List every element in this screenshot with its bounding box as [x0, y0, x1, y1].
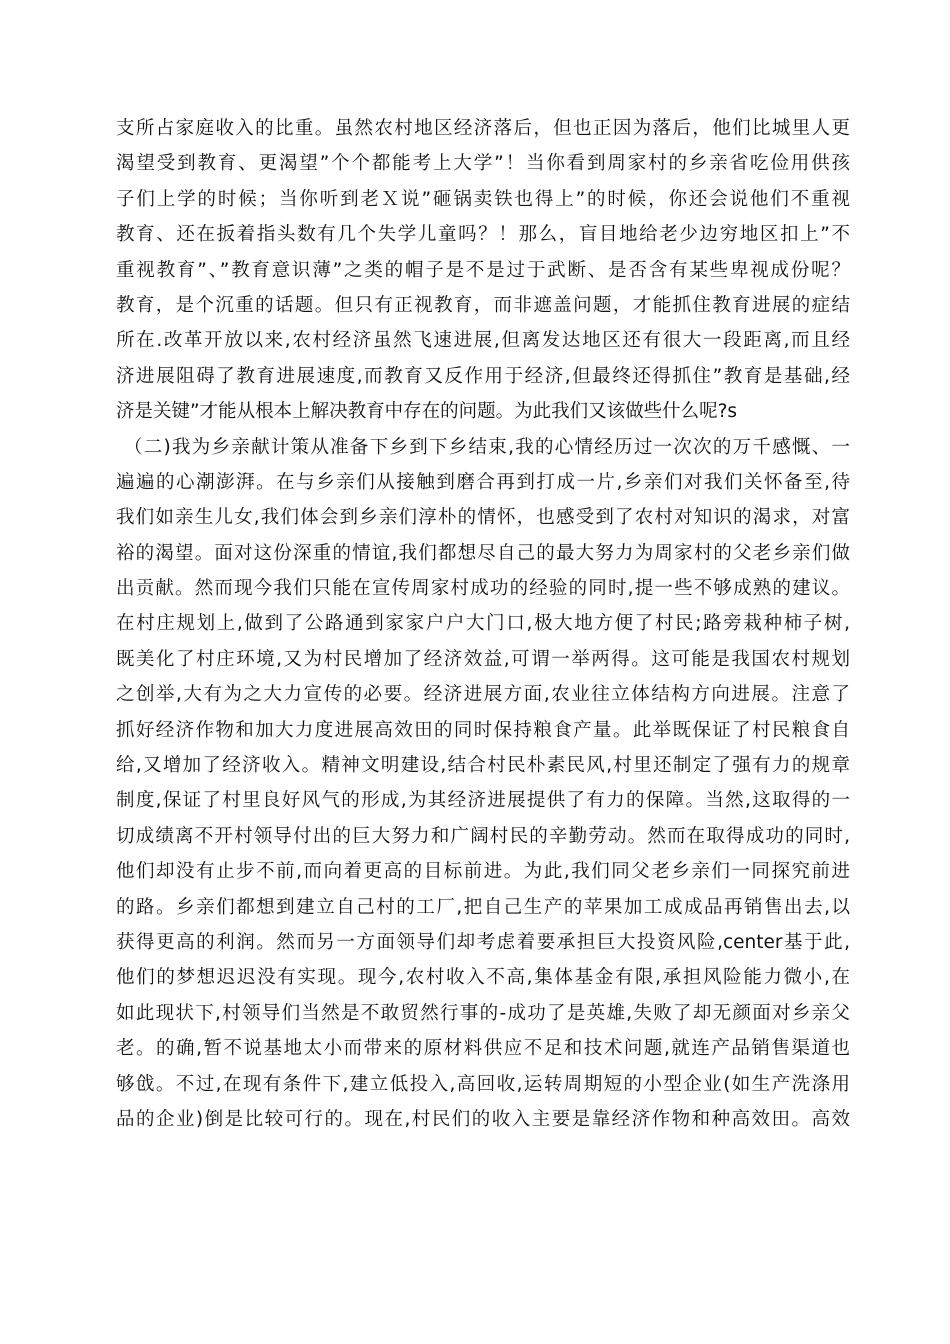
text-line: 子们上学的时候；当你听到老Ｘ说”砸锅卖铁也得上”的时候，你还会说他们不重视	[116, 188, 850, 210]
text-line: 他们的梦想迟迟没有实现。现今,农村收入不高,集体基金有限,承担风险能力微小,在	[116, 967, 850, 989]
text-line: 我们如亲生儿女,我们体会到乡亲们淳朴的情怀，也感受到了农村对知识的渴求，对富	[116, 507, 850, 529]
text-line: 如此现状下,村领导们当然是不敢贸然行事的-成功了是英雄,失败了却无颜面对乡亲父	[116, 1002, 850, 1024]
text-line: 教育、还在扳着指头数有几个失学儿童吗？！那么，盲目地给老少边穷地区扣上”不	[116, 224, 850, 246]
text-line: 他们却没有止步不前,而向着更高的目标前进。为此,我们同父老乡亲们一同探究前进	[116, 861, 850, 883]
text-line: 重视教育”、”教育意识薄”之类的帽子是不是过于武断、是否含有某些卑视成份呢？	[116, 259, 850, 281]
text-line: 遍遍的心潮澎湃。在与乡亲们从接触到磨合再到打成一片,乡亲们对我们关怀备至,待	[116, 471, 850, 493]
text-line: 给,又增加了经济收入。精神文明建设,结合村民朴素民风,村里还制定了强有力的规章	[116, 755, 850, 777]
text-line: 在村庄规划上,做到了公路通到家家户户大门口,极大地方便了村民;路旁栽种柿子树,	[116, 613, 850, 635]
body-text	[116, 111, 850, 1137]
text-line: 裕的渴望。面对这份深重的情谊,我们都想尽自己的最大努力为周家村的父老乡亲们做	[116, 542, 850, 564]
text-line: 获得更高的利润。然而另一方面领导们却考虑着要承担巨大投资风险,center基于此,	[116, 931, 850, 953]
text-line: 出贡献。然而现今我们只能在宣传周家村成功的经验的同时,提一些不够成熟的建议。	[116, 578, 850, 600]
text-line: 济进展阻碍了教育进展速度,而教育又反作用于经济,但最终还得抓住”教育是基础,经	[116, 365, 850, 387]
text-line: 所在.改革开放以来,农村经济虽然飞速进展,但离发达地区还有很大一段距离,而且经	[116, 330, 850, 352]
text-line: 教育，是个沉重的话题。但只有正视教育，而非遮盖问题，才能抓住教育进展的症结	[116, 294, 850, 316]
section-heading-line: （二)我为乡亲献计策从准备下乡到下乡结束,我的心情经历过一次次的万千感慨、一	[124, 436, 850, 458]
text-line: 切成绩离不开村领导付出的巨大努力和广阔村民的辛勤劳动。然而在取得成功的同时,	[116, 825, 850, 847]
text-line: 渴望受到教育、更渴望”个个都能考上大学”！当你看到周家村的乡亲省吃俭用供孩	[116, 153, 850, 175]
text-line: 支所占家庭收入的比重。虽然农村地区经济落后，但也正因为落后，他们比城里人更	[116, 118, 850, 139]
text-line: 既美化了村庄环境,又为村民增加了经济效益,可谓一举两得。这可能是我国农村规划	[116, 648, 850, 670]
text-line: 制度,保证了村里良好风气的形成,为其经济进展提供了有力的保障。当然,这取得的一	[116, 790, 850, 812]
text-line: 的路。乡亲们都想到建立自己村的工厂,把自己生产的苹果加工成成品再销售出去,以	[116, 896, 850, 918]
text-line: 够戗。不过,在现有条件下,建立低投入,高回收,运转周期短的小型企业(如生产洗涤用	[116, 1073, 850, 1095]
text-line: 之创举,大有为之大力宣传的必要。经济进展方面,农业往立体结构方向进展。注意了	[116, 684, 850, 706]
text-line: 济是关键”才能从根本上解决教育中存在的问题。为此我们又该做些什么呢?s	[116, 401, 738, 423]
text-line: 老。的确,暂不说基地太小而带来的原材料供应不足和技术问题,就连产品销售渠道也	[116, 1038, 850, 1060]
text-line: 抓好经济作物和加大力度进展高效田的同时保持粮食产量。此举既保证了村民粮食自	[116, 719, 850, 741]
text-line: 品的企业)倒是比较可行的。现在,村民们的收入主要是靠经济作物和种高效田。高效	[116, 1108, 850, 1130]
